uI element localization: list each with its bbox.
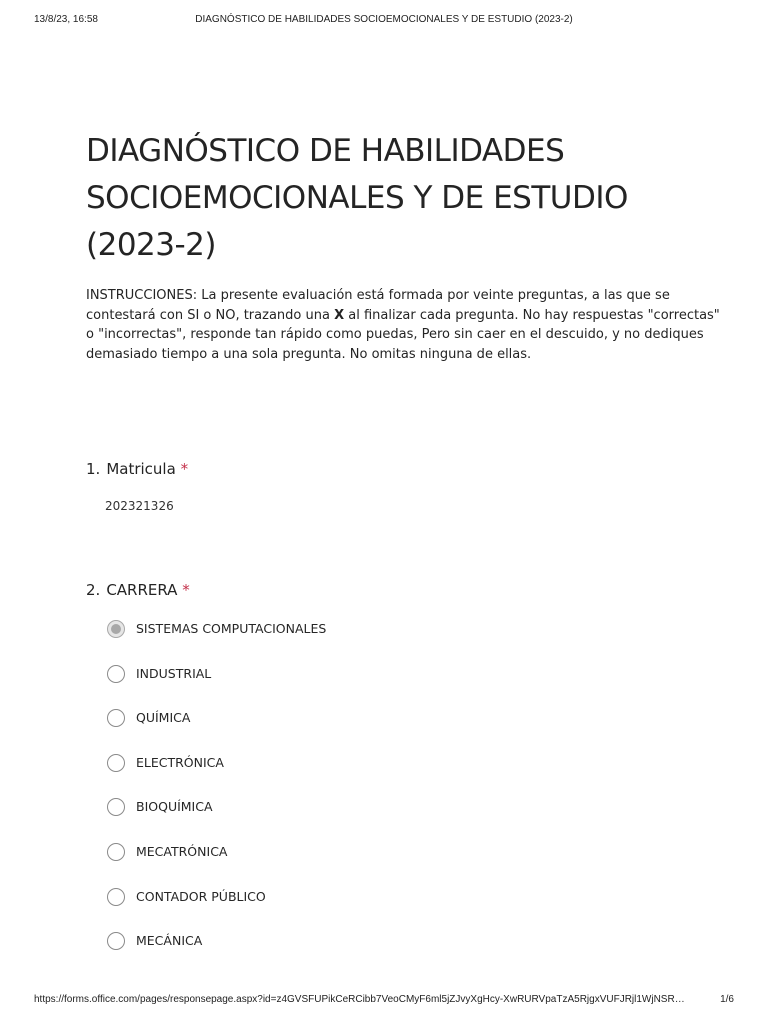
instructions-text: INSTRUCCIONES: La presente evaluación está formada por veinte preguntas, a las que se contestará con SI o NO, trazando una — [86, 288, 670, 323]
print-header — [0, 14, 768, 30]
option-label: ELECTRÓNICA — [136, 755, 224, 770]
form-title-line: SOCIOEMOCIONALES Y DE ESTUDIO — [86, 180, 628, 216]
option-label: BIOQUÍMICA — [136, 799, 213, 814]
radio-icon[interactable] — [107, 709, 125, 727]
question-carrera-title — [86, 581, 190, 599]
option-label: QUÍMICA — [136, 710, 191, 725]
print-header-title: DIAGNÓSTICO DE HABILIDADES SOCIOEMOCIONALES Y DE ESTUDIO (2023-2) — [195, 14, 573, 25]
print-footer — [0, 994, 768, 1008]
radio-icon[interactable] — [107, 843, 125, 861]
instructions-bold-x: X — [334, 307, 345, 323]
required-mark: * — [182, 581, 190, 599]
form-instructions — [86, 286, 726, 364]
radio-icon[interactable] — [107, 754, 125, 772]
radio-icon[interactable] — [107, 932, 125, 950]
instructions-text: al finalizar cada pregunta. No hay respuestas "correctas" o "incorrectas", responde tan rápido como puedas, Pero sin caer en el descuido, y no dediques demasiado tiempo a una sola pregunta. No omitas ninguna de ellas. — [86, 307, 720, 362]
option-label: MECATRÓNICA — [136, 844, 228, 859]
print-url: https://forms.office.com/pages/responsepage.aspx?id=z4GVSFUPikCeRCibb7VeoCMyF6ml5jZJvyXgHcy-XwRURVpaTzA5RjgxVUFJRjl1WjNSR… — [34, 994, 685, 1005]
question-number: 2. — [86, 581, 101, 599]
print-datetime: 13/8/23, 16:58 — [34, 14, 98, 25]
form-title-line: DIAGNÓSTICO DE HABILIDADES — [86, 133, 565, 169]
option-label: SISTEMAS COMPUTACIONALES — [136, 621, 327, 636]
radio-icon[interactable] — [107, 798, 125, 816]
question-number: 1. — [86, 460, 101, 478]
option-label: CONTADOR PÚBLICO — [136, 889, 266, 904]
question-label: CARRERA — [106, 581, 178, 599]
radio-selected-icon[interactable] — [107, 620, 125, 638]
radio-icon[interactable] — [107, 888, 125, 906]
form-title — [86, 128, 706, 269]
matricula-answer: 202321326 — [105, 499, 174, 513]
page-number: 1/6 — [720, 994, 734, 1005]
option-label: MECÁNICA — [136, 933, 203, 948]
option-label: INDUSTRIAL — [136, 666, 212, 681]
question-matricula-title — [86, 460, 188, 478]
required-mark: * — [180, 460, 189, 478]
question-label: Matricula — [106, 460, 176, 478]
form-title-line: (2023-2) — [86, 227, 216, 263]
radio-icon[interactable] — [107, 665, 125, 683]
